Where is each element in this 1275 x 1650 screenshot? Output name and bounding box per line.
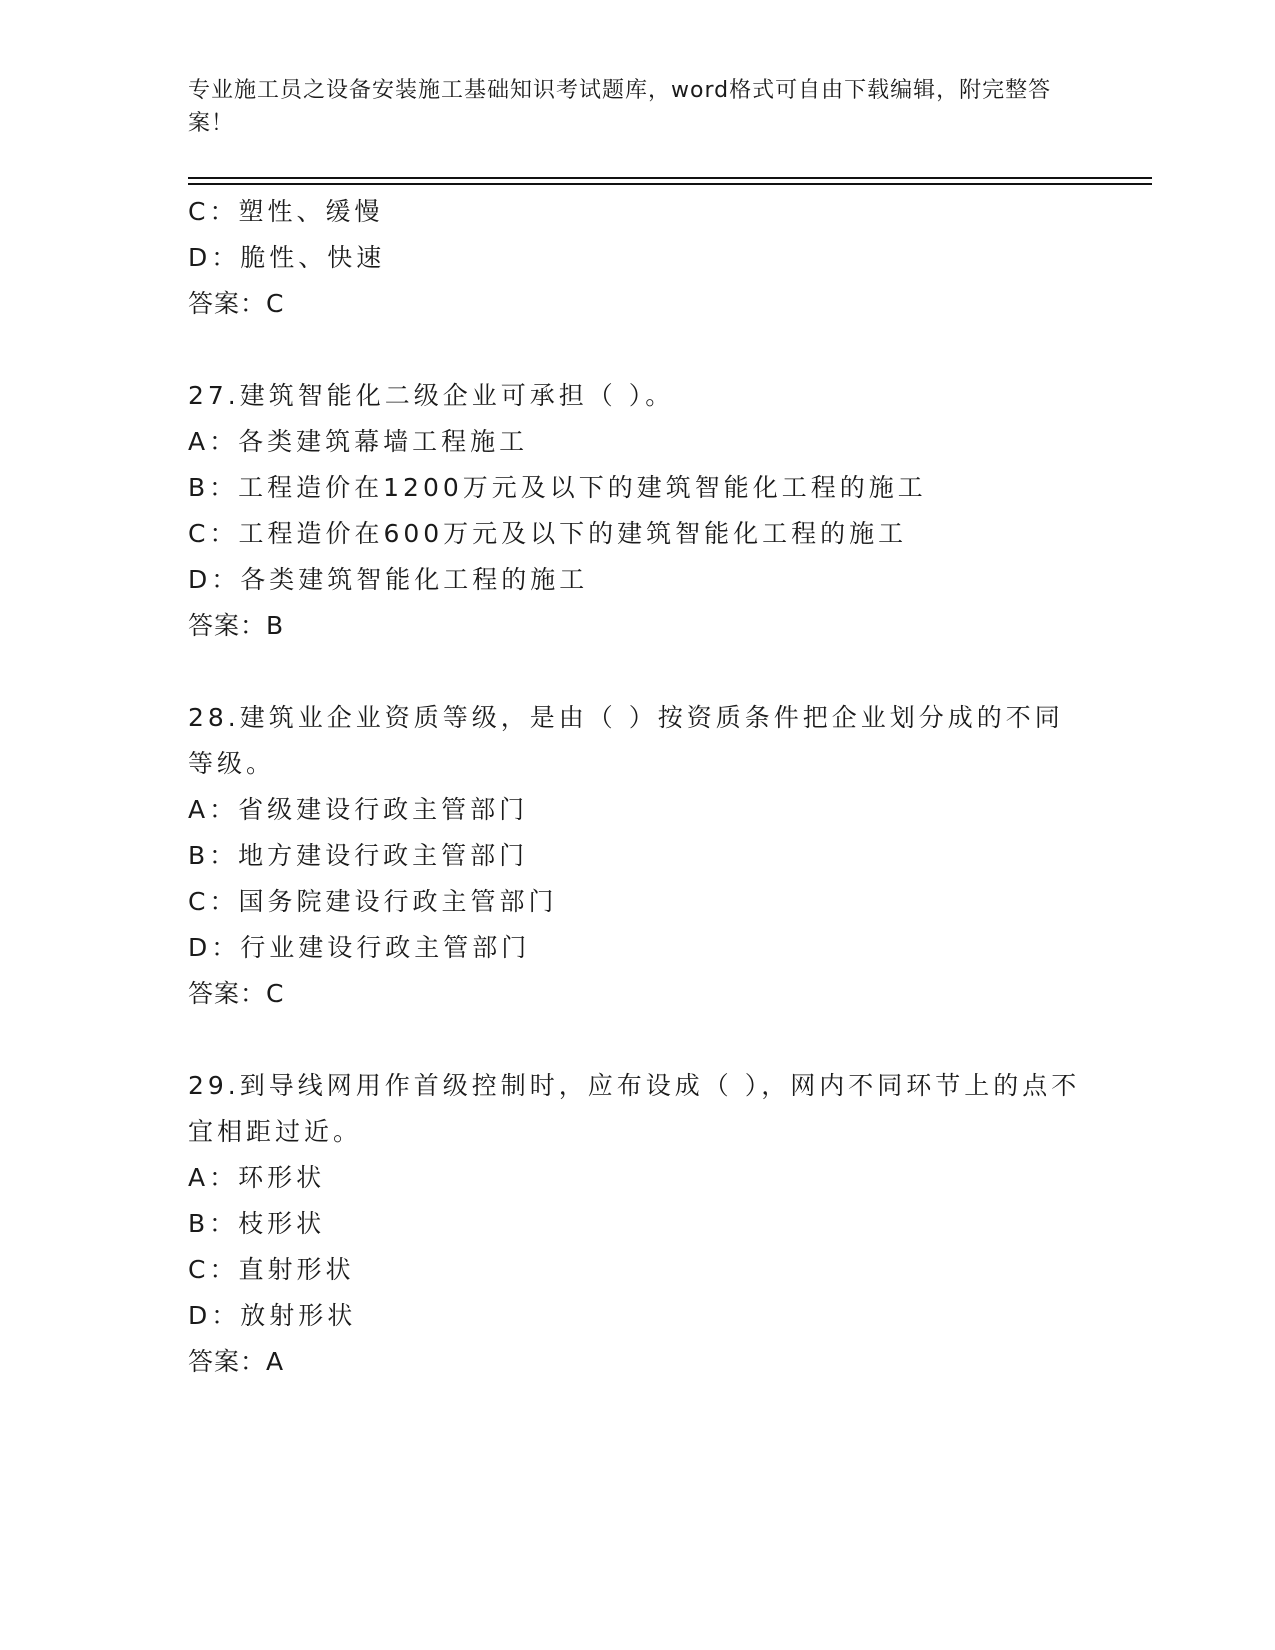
question-27 [188,373,1088,649]
question-text: 29.到导线网用作首级控制时，应布设成（ ），网内不同环节上的点不宜相距过近。 [188,1071,1081,1146]
option-d: D：行业建设行政主管部门 [188,933,531,962]
option-a: A：省级建设行政主管部门 [188,795,529,824]
option-b: B：枝形状 [188,1209,326,1238]
prev-question-tail [188,189,1088,327]
question-list [188,189,1088,1385]
question-28 [188,695,1088,1017]
option-c: C：工程造价在600万元及以下的建筑智能化工程的施工 [188,519,908,548]
spacer [188,1017,1088,1063]
option-c: C：国务院建设行政主管部门 [188,887,558,916]
answer: 答案：B [188,611,285,640]
question-text: 27.建筑智能化二级企业可承担（ ）。 [188,381,675,410]
question-text: 28.建筑业企业资质等级，是由（ ）按资质条件把企业划分成的不同等级。 [188,703,1064,778]
header-rule-bottom [188,183,1152,185]
option-b: B：地方建设行政主管部门 [188,841,529,870]
option-b: B：工程造价在1200万元及以下的建筑智能化工程的施工 [188,473,927,502]
answer: 答案：A [188,1347,285,1376]
document-header: 专业施工员之设备安装施工基础知识考试题库，word格式可自由下载编辑，附完整答案！ [188,78,1052,136]
option-d: D：各类建筑智能化工程的施工 [188,565,589,594]
option-a: A：环形状 [188,1163,326,1192]
option-a: A：各类建筑幕墙工程施工 [188,427,529,456]
option-d: D：脆性、快速 [188,243,386,272]
answer: 答案：C [188,289,285,318]
spacer [188,327,1088,373]
header-rule-top [188,177,1152,179]
spacer [188,649,1088,695]
option-c: C：直射形状 [188,1255,355,1284]
option-d: D：放射形状 [188,1301,357,1330]
answer: 答案：C [188,979,285,1008]
option-c: C：塑性、缓慢 [188,197,384,226]
question-29 [188,1063,1088,1385]
